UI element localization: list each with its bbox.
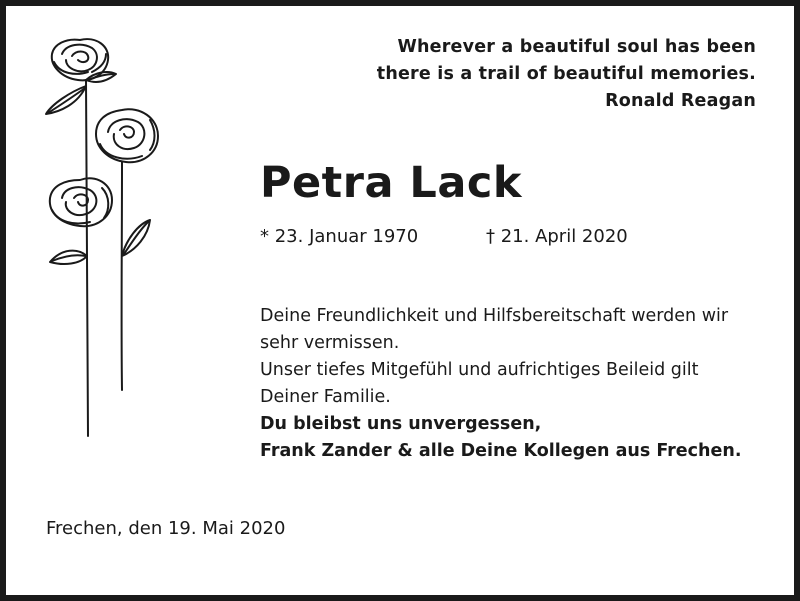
place-date: Frechen, den 19. Mai 2020 xyxy=(46,518,286,539)
rose-icon xyxy=(96,109,158,162)
rose-icon xyxy=(50,178,112,226)
life-dates xyxy=(260,226,628,247)
leaf-icon xyxy=(122,220,150,256)
message-line: Deiner Familie. xyxy=(260,387,391,407)
closing-line: Frank Zander & alle Deine Kollegen aus Frechen. xyxy=(260,441,742,461)
message-line: Unser tiefes Mitgefühl und aufrichtiges Beileid gilt xyxy=(260,360,699,380)
message-line: Deine Freundlichkeit und Hilfsbereitschaft werden wir xyxy=(260,306,729,326)
quote-block xyxy=(377,34,756,115)
rose-icon xyxy=(52,39,108,80)
message-line: sehr vermissen. xyxy=(260,333,400,353)
roses-illustration xyxy=(40,34,170,444)
closing-signature xyxy=(260,411,741,465)
closing-line: Du bleibst uns unvergessen, xyxy=(260,414,542,434)
leaf-icon xyxy=(50,251,87,264)
quote-line: Wherever a beautiful soul has been xyxy=(397,37,756,57)
quote-author: Ronald Reagan xyxy=(605,91,756,111)
birth-date: * 23. Januar 1970 xyxy=(260,226,419,247)
leaf-icon xyxy=(46,86,86,114)
deceased-name: Petra Lack xyxy=(260,158,522,208)
quote-line: there is a trail of beautiful memories. xyxy=(376,64,756,84)
condolence-message xyxy=(260,303,780,411)
death-date: † 21. April 2020 xyxy=(486,226,628,247)
